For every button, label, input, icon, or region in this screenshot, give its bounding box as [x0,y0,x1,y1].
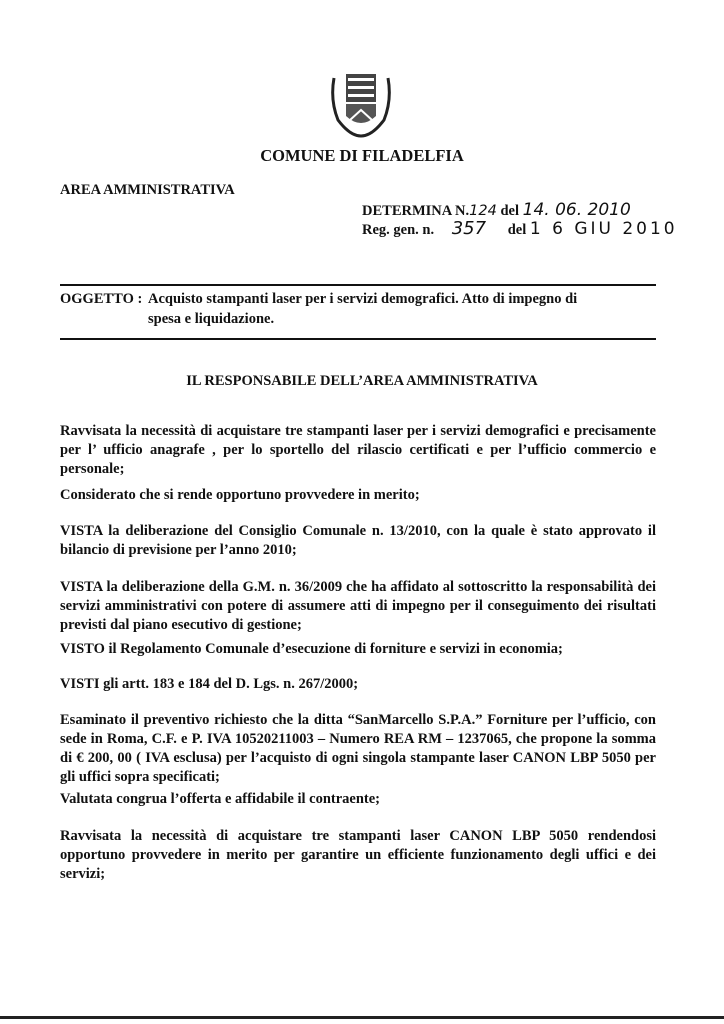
divider-top [60,284,656,286]
paragraph: VISTA la deliberazione della G.M. n. 36/2009 che ha affidato al sottoscritto la responsabilità dei servizi amministrativi con potere di assumere atti di impegno per il conseguimento dei risultati previsti dal piano esecutivo di gestione; [60,579,656,633]
subject [60,289,656,329]
subject-text: Acquisto stampanti laser per i servizi demografici. Atto di impegno di spesa e liquidazione. [148,291,578,327]
coat-of-arms-emblem [328,70,394,138]
section-heading: IL RESPONSABILE DELL’AREA AMMINISTRATIVA [186,373,538,389]
reg-number: 357 [451,218,487,239]
determina-date: 14. 06. 2010 [522,200,631,220]
reg-date-stamp: 1 6 GIU 2010 [529,219,678,239]
determina-line [362,200,631,220]
paragraph: Ravvisata la necessità di acquistare tre stampanti laser CANON LBP 5050 rendendosi opportuno provvedere in merito per garantire un efficiente funzionamento degli uffici e dei servizi; [60,828,656,882]
reg-gen-line [362,218,678,239]
determina-label: DETERMINA N. [362,203,470,219]
area-label: AREA AMMINISTRATIVA [60,182,235,198]
subject-label: OGGETTO : [60,291,143,307]
paragraph: Ravvisata la necessità di acquistare tre stampanti laser per i servizi demografici e precisamente per l’ ufficio anagrafe , per lo sportello del rilascio certificati e per l’ufficio commercio e personale; [60,423,656,477]
determina-del-label: del [500,203,519,219]
reg-label: Reg. gen. n. [362,222,435,238]
reg-del-label: del [507,222,527,238]
divider-bottom [60,338,656,340]
paragraph: Esaminato il preventivo richiesto che la ditta “SanMarcello S.P.A.” Forniture per l’ufficio, con sede in Roma, C.F. e P. IVA 10520211003 – Numero REA RM – 1237065, che propone la somma di € 200, 00 ( IVA esclusa) per l’acquisto di ogni singola stampante laser CANON LBP 5050 per gli uffici sopra specificati; [60,712,656,785]
municipality-title: COMUNE DI FILADELFIA [260,146,464,165]
paragraph: VISTO il Regolamento Comunale d’esecuzione di forniture e servizi in economia; [60,641,563,657]
paragraph: VISTA la deliberazione del Consiglio Comunale n. 13/2010, con la quale è stato approvato il bilancio di previsione per l’anno 2010; [60,523,656,558]
paragraph: Valutata congrua l’offerta e affidabile il contraente; [60,791,381,807]
determina-number: 124 [469,203,497,219]
paragraph: Considerato che si rende opportuno provvedere in merito; [60,487,420,503]
paragraph: VISTI gli artt. 183 e 184 del D. Lgs. n. 267/2000; [60,676,359,692]
scan-edge [0,1016,724,1019]
